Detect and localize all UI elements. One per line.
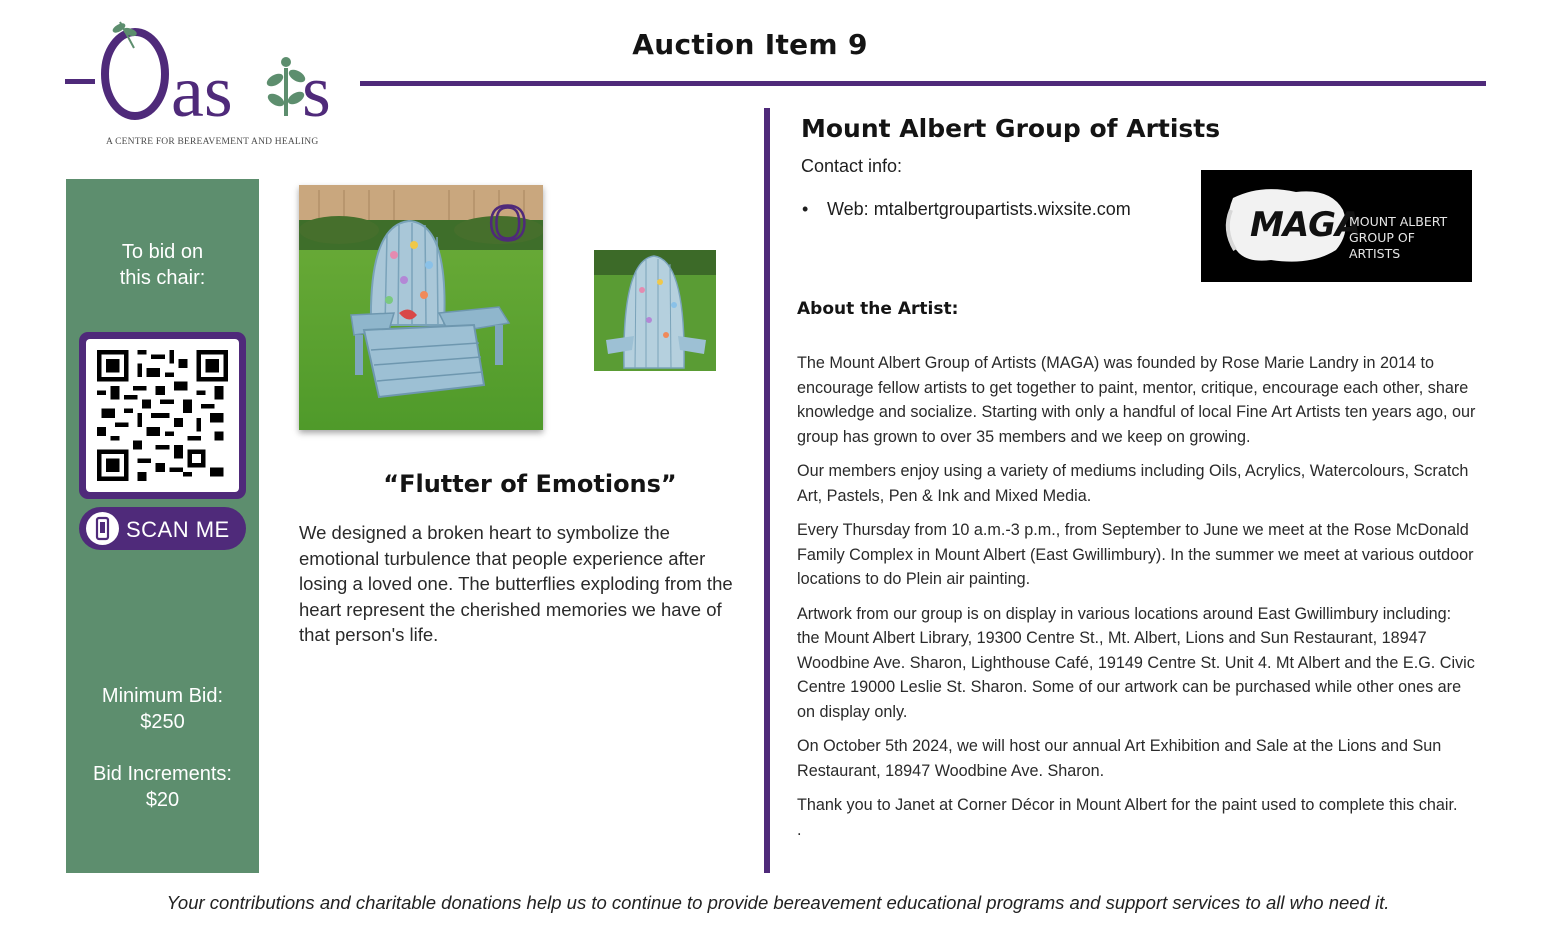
chair-description: We designed a broken heart to symbolize the emotional turbulence that people experience after losing a loved one. The butterflies exploding from the heart represent the cherished memories we have of that person's life. — [299, 522, 733, 645]
bid-increments — [66, 761, 259, 813]
bid-panel — [66, 179, 259, 873]
oasis-logo-mark — [62, 18, 362, 138]
bid-increments-label: Bid Increments: — [93, 763, 232, 785]
chair-title: “Flutter of Emotions” — [383, 470, 677, 498]
minimum-bid-label: Minimum Bid: — [101, 685, 224, 707]
about-paragraph: . — [797, 820, 802, 839]
page-title: Auction Item 9 — [632, 28, 868, 61]
about-paragraph: The Mount Albert Group of Artists (MAGA) was founded by Rose Marie Landry in 2014 to encourage fellow artists to get together to paint, mentor, critique, encourage each other, share knowledge and socialize. Starting with only a handful of local Fine Art Artists ten years ago, our group has grown to over 35 members and we keep on growing. — [797, 354, 1476, 446]
about-heading: About the Artist: — [797, 299, 959, 319]
about-paragraph: Thank you to Janet at Corner Décor in Mount Albert for the paint used to complete this chair. — [797, 796, 1458, 814]
maga-logo-subtitle — [1349, 214, 1469, 262]
scan-me-button[interactable] — [79, 507, 246, 550]
logo-tagline: A CENTRE FOR BEREAVEMENT AND HEALING — [106, 137, 319, 147]
contact-web-link[interactable]: Web: mtalbertgroupartists.wixsite.com — [827, 199, 1131, 219]
phone-icon — [86, 512, 119, 545]
maga-logo-sub-line1: MOUNT ALBERT — [1349, 214, 1448, 229]
qr-code-image — [86, 339, 239, 492]
about-body — [797, 351, 1477, 852]
bid-increments-value: $20 — [145, 789, 180, 811]
footer-note: Your contributions and charitable donations help us to continue to provide bereavement educational programs and support services to all who need it. — [166, 892, 1390, 913]
chair-photo — [299, 185, 543, 430]
oasis-logo — [62, 18, 362, 153]
svg-text:O: O — [489, 195, 527, 252]
about-paragraph: Our members enjoy using a variety of mediums including Oils, Acrylics, Watercolours, Scratch Art, Pastels, Pen & Ink and Mixed Media. — [797, 462, 1469, 505]
logo-letters: as — [171, 51, 233, 133]
svg-text:s: s — [302, 51, 331, 133]
header-divider — [360, 81, 1486, 86]
bullet: • — [802, 199, 809, 219]
bid-prompt-line1: To bid on — [121, 241, 204, 263]
minimum-bid — [66, 683, 259, 735]
maga-logo-sub-line2: GROUP OF ARTISTS — [1349, 230, 1415, 261]
contact-web-item — [802, 199, 1131, 220]
contact-label: Contact info: — [801, 156, 903, 176]
maga-logo-text: MAGA — [1250, 205, 1361, 245]
about-paragraph: Every Thursday from 10 a.m.-3 p.m., from September to June we meet at the Rose McDonald Family Complex in Mount Albert (East Gwillimbury). In the summer we meet at various outdoor locations to do Plein air painting. — [797, 521, 1474, 588]
artist-name: Mount Albert Group of Artists — [801, 114, 1221, 143]
minimum-bid-value: $250 — [140, 711, 185, 733]
qr-icon — [97, 350, 228, 481]
qr-code[interactable] — [79, 332, 246, 499]
scan-me-label: SCAN ME — [126, 517, 230, 542]
bid-prompt-line2: this chair: — [119, 267, 206, 289]
about-paragraph: Artwork from our group is on display in various locations around East Gwillimbury including: the Mount Albert Library, 19300 Centre St., Mt. Albert, Lions and Sun Restaurant, 18947 Woodbine Ave. Sharon, Lighthouse Café, 19149 Centre St. Unit 4. Mt Albert and the E.G. Civic Centre 19000 Leslie St. Sharon. Some of our artwork can be purchased while other ones are on display only. — [797, 604, 1475, 721]
about-paragraph: On October 5th 2024, we will host our annual Art Exhibition and Sale at the Lions and Sun Restaurant, 18947 Woodbine Ave. Sharon. — [797, 737, 1442, 780]
column-divider — [764, 108, 770, 873]
chair-thumbnail — [594, 250, 716, 371]
bid-prompt — [66, 239, 259, 291]
